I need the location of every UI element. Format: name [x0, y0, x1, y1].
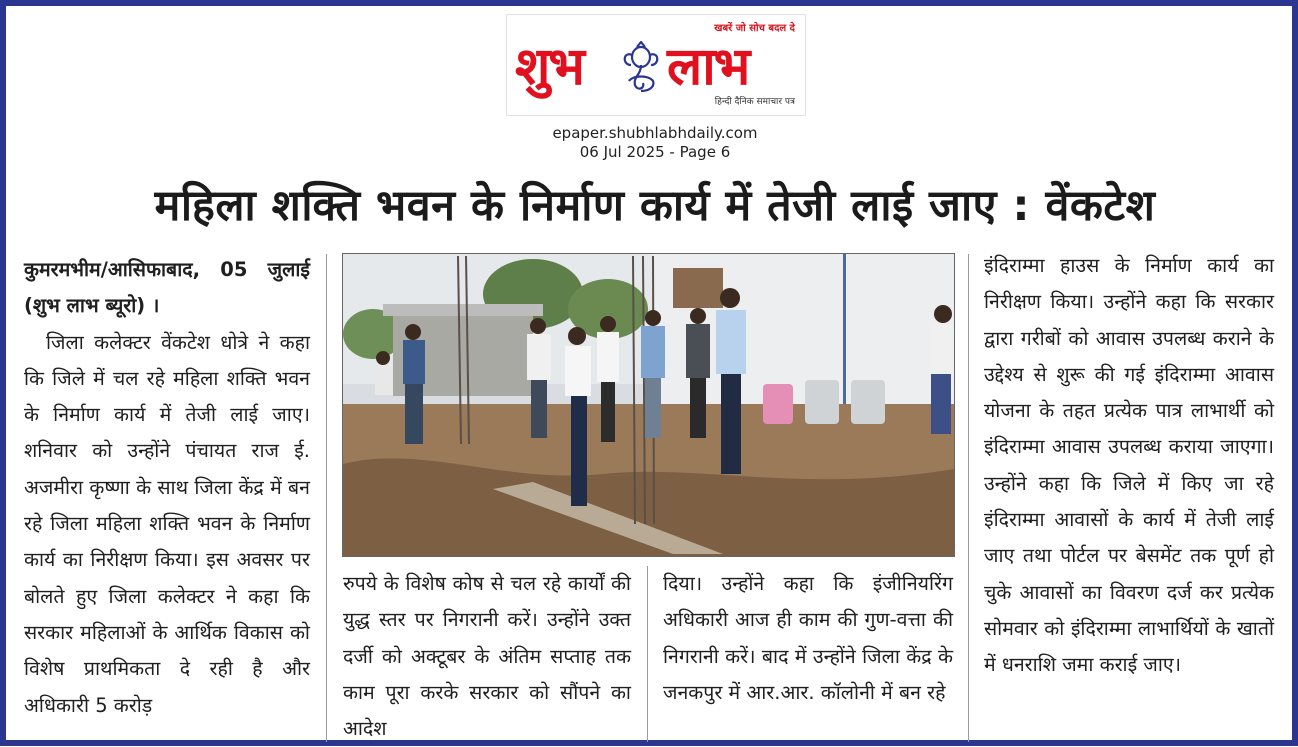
- masthead-subtitle: हिन्दी दैनिक समाचार पत्र: [714, 97, 795, 107]
- article-column-2: [343, 566, 631, 747]
- ganesha-icon: [619, 41, 663, 93]
- article-column-1: [24, 252, 310, 724]
- article-column-3: [663, 566, 953, 711]
- source-info: [6, 124, 1298, 162]
- article-body-col4: इंदिराम्मा हाउस के निर्माण कार्य का निरीक्षण किया। उन्होंने कहा कि सरकार द्वारा गरीबों को आवास उपलब्ध कराने के उद्देश्य से शुरू की गई इंदिराम्मा आवास योजना के तहत प्रत्येक पात्र लाभार्थी को इंदिराम्मा आवास उपलब्ध कराया जाएगा। उन्होंने कहा कि जिले में किए जा रहे इंदिराम्मा आवासों के कार्य में तेजी लाई जाए तथा पोर्टल पर बेसमेंट तक पूर्ण हो चुके आवासों का विवरण दर्ज कर प्रत्येक सोमवार को इंदिराम्मा लाभार्थियों के खातों में धनराशि जमा कराई जाए।: [984, 254, 1274, 677]
- news-photo: [342, 253, 955, 557]
- source-date-page: 06 Jul 2025 - Page 6: [579, 143, 731, 161]
- column-divider: [647, 566, 648, 742]
- article-body-col1: जिला कलेक्टर वेंकटेश धोत्रे ने कहा कि जिले में चल रहे महिला शक्ति भवन के निर्माण कार्य में तेजी लाई जाए। शनिवार को उन्होंने पंचायत राज ई. अजमीरा कृष्णा के साथ जिला केंद्र में बन रहे जिला महिला शक्ति भवन के निर्माण कार्य का निरीक्षण किया। इस अवसर पर बोलते हुए जिला कलेक्टर ने कहा कि सरकार महिलाओं के आर्थिक विकास को विशेष प्राथमिकता दे रही है और अधिकारी 5 करोड़: [24, 330, 310, 717]
- column-divider: [326, 254, 327, 742]
- logo-word-shubh: शुभ: [515, 37, 583, 97]
- article-headline: महिला शक्ति भवन के निर्माण कार्य में तेजी लाई जाए : वेंकटेश: [154, 181, 1156, 231]
- article-body-col3: दिया। उन्होंने कहा कि इंजीनियरिंग अधिकारी आज ही काम की गुण-वत्ता की निगरानी करें। बाद में उन्होंने जिला केंद्र के जनकपुर में आर.आर. कॉलोनी में बन रहे: [663, 572, 953, 704]
- logo-word-labh: लाभ: [667, 37, 749, 97]
- source-url[interactable]: epaper.shubhlabhdaily.com: [552, 124, 758, 142]
- article-column-4: [984, 248, 1274, 684]
- article-dateline: कुमरमभीम/आसिफाबाद, 05 जुलाई (शुभ लाभ ब्यूरो) ।: [24, 258, 310, 318]
- column-divider: [968, 254, 969, 742]
- masthead-logo[interactable]: [506, 14, 806, 116]
- masthead-tagline: खबरें जो सोच बदल दे: [714, 23, 795, 34]
- article-body-col2: रुपये के विशेष कोष से चल रहे कार्यों की युद्ध स्तर पर निगरानी करें। उन्होंने उक्त दर्जी को अक्टूबर के अंतिम सप्ताह तक काम पूरा करके सरकार को सौंपने का आदेश: [343, 572, 631, 741]
